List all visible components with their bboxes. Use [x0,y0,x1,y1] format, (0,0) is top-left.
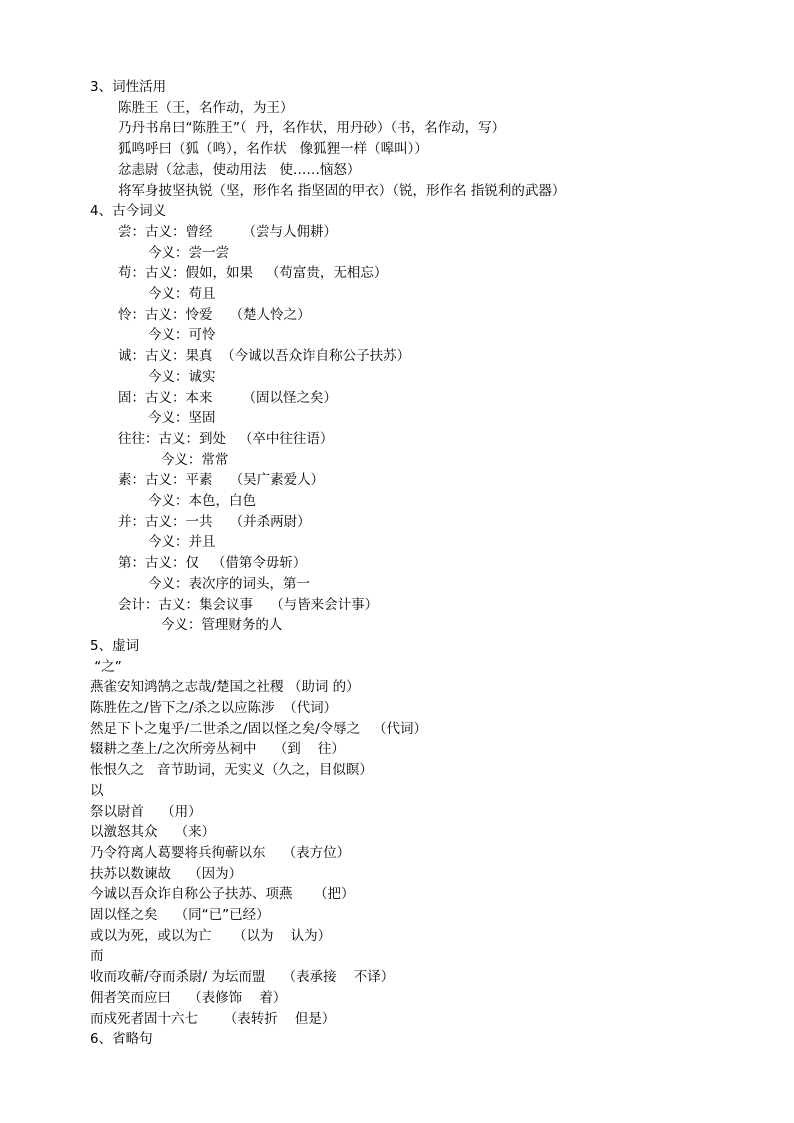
text-line: 固以怪之矣 （同“已”已经） [90,907,270,923]
text-line: 今义：尝一尝 [118,244,230,261]
section-heading: 5、虚词 [90,637,140,654]
text-line: 收而攻蕲/夺而杀尉/ 为坛而盟 （表承接 不译） [90,969,395,986]
text-line: 素：古义：平素 （吴广素爱人） [118,472,325,489]
text-line: 今义：常常 [118,451,229,468]
text-line: 或以为死，或以为亡 （以为 认为） [90,927,332,944]
text-line: 扶苏以数谏故 （因为） [90,865,243,882]
text-line: 第：古义：仅 （借第令毋斩） [118,555,307,572]
text-line: 乃令符离人葛婴将兵徇蕲以东 （表方位） [90,844,351,861]
text-line: 乃丹书帛曰“陈胜王”（ 丹，名作状，用丹砂）（书，名作动，写） [118,120,506,137]
text-line: 然足下卜之鬼乎/二世杀之/固以怪之矣/令辱之 （代词） [90,720,428,737]
text-line: 尝：古义：曾经 （尝与人佣耕） [118,223,338,240]
text-line: 陈胜佐之/皆下之/杀之以应陈涉 （代词） [90,700,338,716]
text-line: 会计：古义：集会议事 （与皆来会计事） [118,596,379,613]
text-line: 陈胜王（王，名作动，为王） [118,99,294,116]
text-line: 佣者笑而应曰 （表修饰 着） [90,989,287,1006]
text-line: 而 [90,948,104,965]
text-line: 往往：古义：到处 （卒中往往语） [118,430,334,447]
text-line: 以 [90,782,104,799]
section-heading: 6、省略句 [90,1031,153,1048]
text-line: 辍耕之垄上/之次所旁丛祠中 （到 往） [90,741,345,758]
text-line: “之” [90,658,122,675]
text-line: 以激怒其众 （来） [90,824,216,841]
text-line: 将军身披坚执锐（坚，形作名 指坚固的甲衣）（锐，形作名 指锐利的武器） [118,182,566,199]
text-line: 而戍死者固十六七 （表转折 但是） [90,1010,336,1027]
text-line: 祭以尉首 （用） [90,803,202,820]
text-line: 怅恨久之 音节助词，无实义（久之，目似瞑） [90,762,373,779]
text-line: 诚：古义：果真 （今诚以吾众诈自称公子扶苏） [118,348,411,365]
text-line: 今义：管理财务的人 [118,617,283,634]
text-line: 今义：苟且 [118,286,216,302]
text-line: 燕雀安知鸿鹄之志哉/楚国之社稷 （助词 的） [90,679,360,696]
section-heading: 4、古今词义 [90,203,167,220]
text-line: 怜：古义：怜爱 （楚人怜之） [118,306,311,323]
text-line: 今诚以吾众诈自称公子扶苏、项燕 （把） [90,886,355,903]
text-line: 狐鸣呼曰（狐（鸣），名作状 像狐狸一样（嗥叫）） [118,141,428,158]
text-line: 固：古义：本来 （固以怪之矣） [118,389,338,406]
text-line: 今义：可怜 [118,327,216,344]
text-line: 今义：表次序的词头，第一 [118,575,311,592]
text-line: 今义：本色，白色 [118,493,257,509]
text-line: 今义：诚实 [118,368,216,385]
text-line: 今义：坚固 [118,410,216,427]
text-line: 苟：古义：假如，如果 （苟富贵，无相忘） [118,265,388,282]
section-heading: 3、词性活用 [90,79,167,95]
text-line: 忿恚尉（忿恚，使动用法 使……恼怒） [118,161,361,178]
text-line: 今义：并且 [118,534,216,551]
text-line: 并：古义：一共 （并杀两尉） [118,513,311,530]
